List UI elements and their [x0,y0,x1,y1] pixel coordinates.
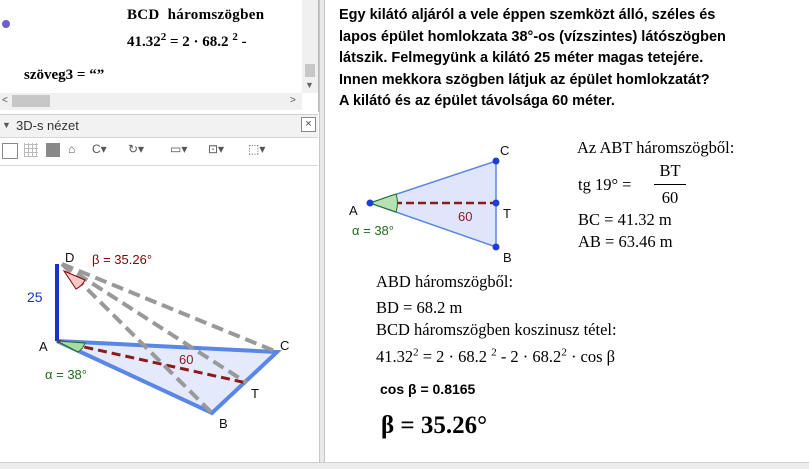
view-splitter[interactable] [319,0,325,462]
ab-value[interactable]: AB = 63.46 m [578,232,673,251]
visibility-dot-icon[interactable] [2,20,10,28]
formula-term: 41.32 [376,347,414,366]
cosine-law-formula[interactable] [376,347,615,367]
segment-DB[interactable] [62,264,212,413]
tg-left: tg 19° = [578,175,632,194]
scroll-right-icon[interactable]: > [290,95,296,106]
abt-title[interactable]: Az ABT háromszögből: [577,138,735,157]
plane-icon[interactable] [46,143,60,157]
point-B[interactable] [493,244,500,251]
formula-term: = 2 · 68.2 [166,34,233,50]
label-height: 25 [27,289,43,305]
grid-icon[interactable] [24,143,38,157]
bcd-title[interactable]: BCD háromszögben koszinusz tétel: [376,320,617,339]
fraction-bar [654,184,686,185]
algebra-text-2[interactable]: szöveg3 = “” [24,67,105,83]
label-C: C [280,338,290,353]
point-T[interactable] [493,200,500,207]
exponent: 2 [561,346,567,359]
scroll-thumb[interactable] [305,64,315,77]
label-alpha: α = 38° [45,367,87,382]
clipping-icon[interactable]: C▾ [92,142,107,156]
projection-icon[interactable]: ▭▾ [170,142,188,156]
exponent: 2 [491,346,497,359]
label-C: C [500,143,510,158]
scroll-left-icon[interactable]: < [2,95,8,106]
result-beta[interactable]: β = 35.26° [381,412,488,439]
graphics-canvas[interactable] [330,138,565,268]
statement-line: Innen mekkora szögben látjuk az épület homlokzatát? [339,71,710,88]
view3d-canvas[interactable] [0,165,318,462]
statement-line: látszik. Felmegyünk a kilátó 25 méter magas tetejére. [339,50,704,66]
exponent: 2 [413,346,419,359]
label-T: T [503,206,511,221]
scroll-thumb[interactable] [12,95,50,107]
algebra-text-1[interactable]: BCD háromszögben [127,7,265,23]
axes-icon[interactable] [2,143,18,159]
label-B: B [219,416,228,431]
label-alpha: α = 38° [352,223,394,238]
algebra-formula-1[interactable] [127,31,247,51]
fraction-numerator: BT [659,161,681,180]
close-icon[interactable]: × [301,117,316,132]
formula-term: = 2 · 68.2 [418,347,492,366]
alpha-angle-marker[interactable] [370,194,398,212]
segment-DC[interactable] [62,264,277,352]
label-distance: 60 [458,209,473,224]
label-beta: β = 35.26° [92,252,153,267]
label-distance: 60 [179,352,194,367]
label-D: D [65,250,75,265]
formula-term: 41.32 [127,34,161,50]
bc-value[interactable]: BC = 41.32 m [578,210,672,229]
formula-term: - 2 · 68.2 [496,347,562,366]
formula-term: - [237,34,247,50]
scroll-down-icon[interactable]: ▼ [305,80,314,90]
cos-beta-value[interactable]: cos β = 0.8165 [380,381,476,397]
statement-line: Egy kilátó aljáról a vele éppen szemközt álló, széles és [339,7,716,23]
formula-term: · cos β [566,347,616,366]
home-icon[interactable]: ⌂ [68,142,76,156]
view-direction-icon[interactable]: ⊡▾ [208,142,225,156]
problem-statement[interactable] [339,5,799,113]
label-T: T [251,386,259,401]
alpha-angle-marker[interactable] [57,341,85,352]
statement-line: A kilátó és az épület távolsága 60 méter. [339,93,615,109]
rotate-icon[interactable]: ↻▾ [128,142,145,156]
label-A: A [39,339,48,354]
bd-value[interactable]: BD = 68.2 m [376,298,463,317]
view3d-title: 3D-s nézet [16,118,79,133]
point-A[interactable] [367,200,374,207]
exponent: 2 [232,31,238,43]
abd-title[interactable]: ABD háromszögből: [376,272,514,291]
statement-line: lapos épület homlokzata 38°-os (vízszintes) látószögben [339,28,726,45]
exponent: 2 [160,31,167,43]
base-triangle[interactable] [57,341,277,413]
label-A: A [349,203,358,218]
point-C[interactable] [493,158,500,165]
label-B: B [503,250,512,265]
box-icon[interactable]: ⬚▾ [248,142,266,156]
fraction-denominator: 60 [661,188,679,207]
collapse-icon[interactable]: ▼ [2,120,11,130]
